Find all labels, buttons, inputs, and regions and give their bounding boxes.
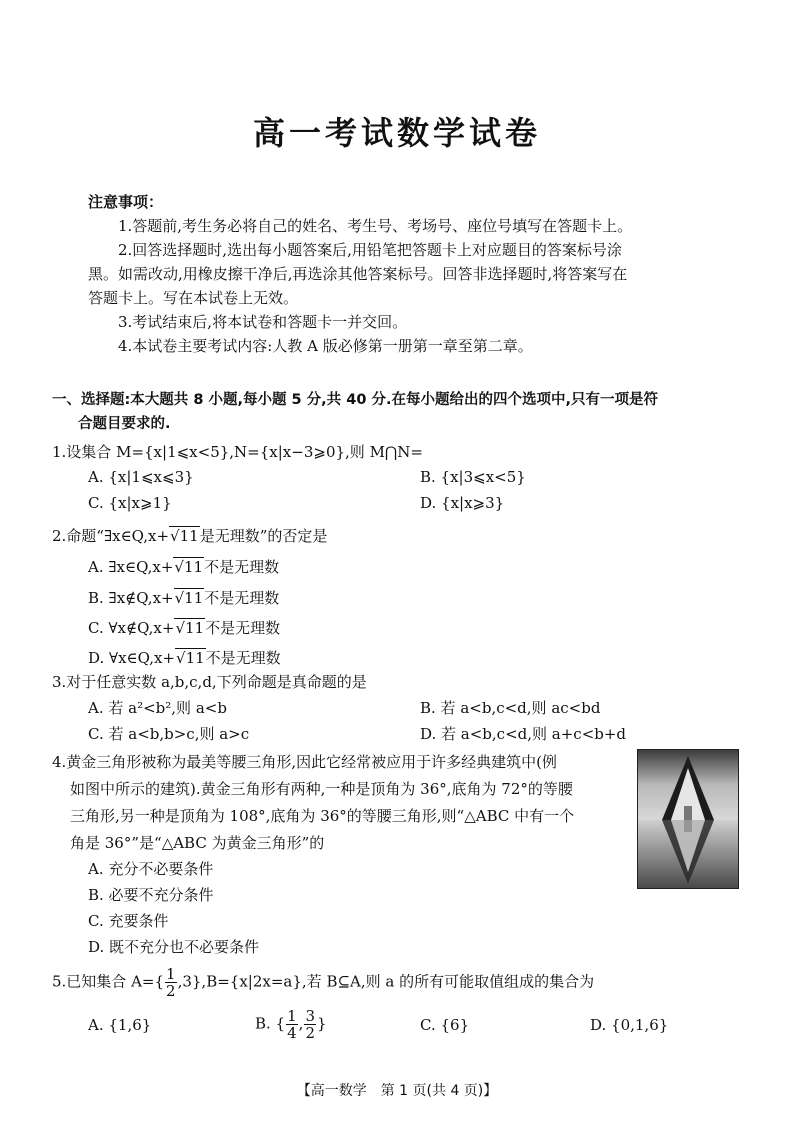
q2-c-pre: C. ∀x∉Q,x+ <box>88 619 175 637</box>
q2-d-pre: D. ∀x∈Q,x+ <box>88 649 175 667</box>
fraction-denominator: 2 <box>166 982 176 1000</box>
q2-d-post: 不是无理数 <box>205 649 281 667</box>
q5-b-pre: B. { <box>255 1014 286 1033</box>
q2-stem-post: 是无理数”的否定是 <box>199 527 328 545</box>
notice-item: 3.考试结束后,将本试卷和答题卡一并交回。 <box>118 313 408 331</box>
q4-option-c: C. 充要条件 <box>88 912 169 930</box>
q4-option-b: B. 必要不充分条件 <box>88 886 214 904</box>
q5-option-c: C. {6} <box>420 1016 470 1034</box>
notice-item: 2.回答选择题时,选出每小题答案后,用铅笔把答题卡上对应题目的答案标号涂 <box>118 241 622 259</box>
sqrt-radicand: 11 <box>183 558 204 576</box>
q3-option-a: A. 若 a²<b²,则 a<b <box>88 699 227 717</box>
fraction <box>286 1008 298 1041</box>
q2-option-a <box>88 556 279 577</box>
section-line: 一、选择题:本大题共 8 小题,每小题 5 分,共 40 分.在每小题给出的四个选项中,只有一项是符 <box>52 392 658 408</box>
q2-option-c <box>88 617 280 638</box>
q1-option-c: C. {x|x⩾1} <box>88 494 172 512</box>
q2-option-b <box>88 587 279 608</box>
q4-line: 4.黄金三角形被称为最美等腰三角形,因此它经常被应用于许多经典建筑中(例 <box>52 753 557 771</box>
sqrt-symbol: √11 <box>174 589 204 607</box>
q5-b-post: } <box>316 1014 327 1033</box>
q5-stem-pre: 5.已知集合 A={ <box>52 972 165 991</box>
sqrt-symbol: √11 <box>170 527 199 545</box>
q1-option-b: B. {x|3⩽x<5} <box>420 468 526 486</box>
q1-option-a: A. {x|1⩽x⩽3} <box>88 468 194 486</box>
notice-item: 答题卡上。写在本试卷上无效。 <box>88 289 299 307</box>
fraction-denominator: 2 <box>305 1024 315 1042</box>
sqrt-radicand: 11 <box>185 649 205 667</box>
q2-stem-pre: 2.命题“∃x∈Q,x+ <box>52 527 170 545</box>
q4-line: 角是 36°”是“△ABC 为黄金三角形”的 <box>70 834 325 852</box>
notice-item: 黑。如需改动,用橡皮擦干净后,再选涂其他答案标号。回答非选择题时,将答案写在 <box>88 265 628 283</box>
q2-option-d <box>88 647 281 668</box>
section-line: 合题目要求的. <box>78 416 171 432</box>
q2-b-post: 不是无理数 <box>204 589 280 607</box>
question-1-stem: 1.设集合 M={x|1⩽x<5},N={x|x−3⩾0},则 M⋂N= <box>52 443 423 461</box>
golden-triangle-building-photo <box>637 749 739 889</box>
q4-line: 如图中所示的建筑).黄金三角形有两种,一种是顶角为 36°,底角为 72°的等腰 <box>70 780 573 798</box>
q4-option-a: A. 充分不必要条件 <box>88 860 214 878</box>
q5-b-sep: , <box>298 1014 304 1033</box>
q5-stem-mid: ,3},B={x|2x=a},若 B⊆A,则 a 的所有可能取值组成的集合为 <box>177 972 595 991</box>
fraction-denominator: 4 <box>287 1024 297 1042</box>
q1-option-d: D. {x|x⩾3} <box>420 494 505 512</box>
q5-option-b <box>255 1008 327 1041</box>
sqrt-symbol: √11 <box>176 649 205 667</box>
q2-a-pre: A. ∃x∈Q,x+ <box>88 558 174 576</box>
q5-option-d: D. {0,1,6} <box>590 1016 669 1034</box>
sqrt-radicand: 11 <box>179 527 199 545</box>
sqrt-symbol: √11 <box>175 619 205 637</box>
question-3-stem: 3.对于任意实数 a,b,c,d,下列命题是真命题的是 <box>52 673 367 691</box>
q2-a-post: 不是无理数 <box>204 558 280 576</box>
q3-option-d: D. 若 a<b,c<d,则 a+c<b+d <box>420 725 627 743</box>
q3-option-c: C. 若 a<b,b>c,则 a>c <box>88 725 250 743</box>
sqrt-radicand: 11 <box>185 619 205 637</box>
sqrt-radicand: 11 <box>184 589 204 607</box>
notice-item: 1.答题前,考生务必将自己的姓名、考生号、考场号、座位号填写在答题卡上。 <box>118 217 633 235</box>
building-illustration <box>638 750 738 888</box>
q4-line: 三角形,另一种是顶角为 108°,底角为 36°的等腰三角形,则“△ABC 中有一个 <box>70 807 575 825</box>
fraction-numerator: 1 <box>166 965 176 983</box>
fraction-numerator: 3 <box>305 1007 315 1025</box>
fraction <box>165 966 177 999</box>
fraction-numerator: 1 <box>287 1007 297 1025</box>
notice-heading: 注意事项： <box>88 193 164 211</box>
q2-c-post: 不是无理数 <box>205 619 281 637</box>
section-heading <box>52 388 752 436</box>
q3-option-b: B. 若 a<b,c<d,则 ac<bd <box>420 699 601 717</box>
notice-item: 4.本试卷主要考试内容:人教 A 版必修第一册第一章至第二章。 <box>118 337 533 355</box>
question-4-stem <box>52 749 632 857</box>
q2-b-pre: B. ∃x∉Q,x+ <box>88 589 174 607</box>
question-2-stem <box>52 524 327 548</box>
question-5-stem <box>52 966 594 999</box>
fraction <box>304 1008 316 1041</box>
q4-option-d: D. 既不充分也不必要条件 <box>88 938 260 956</box>
notice-block <box>88 190 708 358</box>
sqrt-symbol: √11 <box>174 558 204 576</box>
q5-option-a: A. {1,6} <box>88 1016 152 1034</box>
page-title: 高一考试数学试卷 <box>252 114 541 152</box>
page-footer: 【高一数学 第 1 页(共 4 页)】 <box>296 1083 498 1099</box>
